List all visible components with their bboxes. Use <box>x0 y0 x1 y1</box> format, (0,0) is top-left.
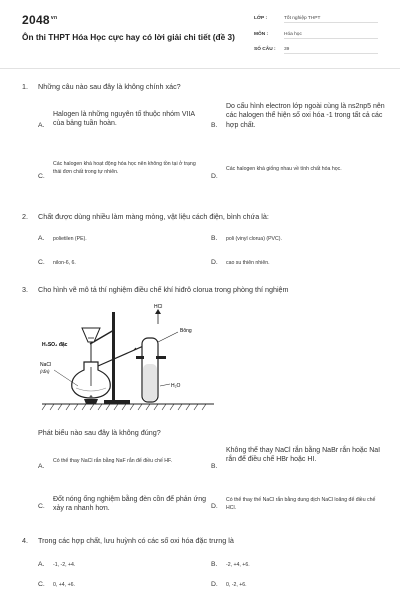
h2so4-label: H₂SO₄ đặc <box>42 342 68 348</box>
option-label[interactable]: D. <box>211 503 218 510</box>
option-label[interactable]: D. <box>211 259 218 266</box>
question-text <box>22 82 181 91</box>
page-header <box>0 0 400 69</box>
question-prompt: Những câu nào sau đây là không chính xác? <box>38 82 181 91</box>
question-prompt: Cho hình vẽ mô tả thí nghiệm điều chế khí hiđrô clorua trong phòng thí nghiệm <box>38 285 289 294</box>
option-label[interactable]: B. <box>211 463 218 470</box>
option-text[interactable]: nilon-6, 6. <box>53 260 76 266</box>
option-label[interactable]: B. <box>211 561 218 568</box>
option-label[interactable]: C. <box>38 173 45 180</box>
option-text[interactable]: Các halogen khá giống nhau về tính chất hóa học. <box>226 166 342 172</box>
option-text[interactable]: Các halogen khá hoạt động hóa học nên không tồn tại ở trạng thái đơn chất trong tự nhiên. <box>53 161 196 175</box>
option-text[interactable]: poli (vinyl clorua) (PVC). <box>226 236 282 242</box>
question-number: 4. <box>22 536 28 545</box>
logo-suffix: vn <box>50 15 58 21</box>
option-label[interactable]: D. <box>211 581 218 588</box>
level-value: Tốt nghiệp THPT <box>284 16 378 23</box>
option-label[interactable]: B. <box>211 235 218 242</box>
option-text[interactable]: -2, +4, +6. <box>226 562 250 568</box>
level-label: LỚP : <box>254 16 268 21</box>
option-text[interactable]: cao su thiên nhiên. <box>226 260 270 266</box>
hcl-label: HCl <box>154 304 163 310</box>
option-label[interactable]: B. <box>211 122 218 129</box>
question-number: 2. <box>22 212 28 221</box>
option-label[interactable]: A. <box>38 122 45 129</box>
option-text[interactable]: 0, -2, +6. <box>226 582 247 588</box>
option-text[interactable]: -1, -2, +4. <box>53 562 76 568</box>
option-label[interactable]: C. <box>38 581 45 588</box>
page-title: Ôn thi THPT Hóa Học cực hay có lời giải chi tiết (đề 3) <box>22 32 235 42</box>
option-text[interactable]: Có thể thay NaCl rắn bằng NaF rắn để điều chế HF. <box>53 458 173 464</box>
option-text[interactable]: 0, +4, +6. <box>53 582 75 588</box>
nacl-label: NaCl <box>40 362 52 368</box>
question-text <box>22 285 289 294</box>
question-prompt: Trong các hợp chất, lưu huỳnh có các số oxi hóa đặc trưng là <box>38 536 234 545</box>
option-text[interactable]: Đốt nóng ống nghiệm bằng đèn cồn để phản ứng xảy ra nhanh hơn. <box>53 496 206 513</box>
subject-label: MÔN : <box>254 32 269 37</box>
cotton-label: Bông <box>180 328 192 334</box>
option-text[interactable]: Có thể thay thế NaCl rắn bằng dung dịch NaCl loãng để điều chế HCl. <box>226 497 376 511</box>
option-label[interactable]: A. <box>38 463 45 470</box>
site-logo[interactable] <box>22 13 57 27</box>
option-text[interactable]: Do cấu hình electron lớp ngoài cùng là ns2np5 nên các halogen thể hiện số oxi hóa -1 trong tất cả các hợp chất. <box>226 103 385 129</box>
hcl-apparatus-diagram <box>38 300 218 412</box>
option-label[interactable]: D. <box>211 173 218 180</box>
option-label[interactable]: C. <box>38 503 45 510</box>
option-label[interactable]: C. <box>38 259 45 266</box>
question-count-value: 39 <box>284 47 378 54</box>
question-number: 3. <box>22 285 28 294</box>
nacl-state-label: (rắn) <box>40 369 50 374</box>
question-count-label: SỐ CÂU : <box>254 47 276 52</box>
question-subtext: Phát biểu nào sau đây là không đúng? <box>38 428 161 437</box>
option-text[interactable]: Không thể thay NaCl rắn bằng NaBr rắn hoặc NaI rắn để điều chế HBr hoặc HI. <box>226 447 381 464</box>
question-text <box>22 212 269 221</box>
option-label[interactable]: A. <box>38 235 45 242</box>
question-prompt: Chất được dùng nhiều làm màng mỏng, vật liệu cách điện, bình chứa là: <box>38 212 269 221</box>
logo-text: 2048 <box>22 13 50 27</box>
option-text[interactable]: polietilen (PE). <box>53 236 87 242</box>
option-text[interactable]: Halogen là những nguyên tố thuộc nhóm VIIA của bảng tuần hoàn. <box>53 111 195 128</box>
question-text <box>22 536 234 545</box>
subject-value: Hóa học <box>284 32 378 39</box>
question-number: 1. <box>22 82 28 91</box>
option-label[interactable]: A. <box>38 561 45 568</box>
water-label: H₂O <box>171 383 181 389</box>
